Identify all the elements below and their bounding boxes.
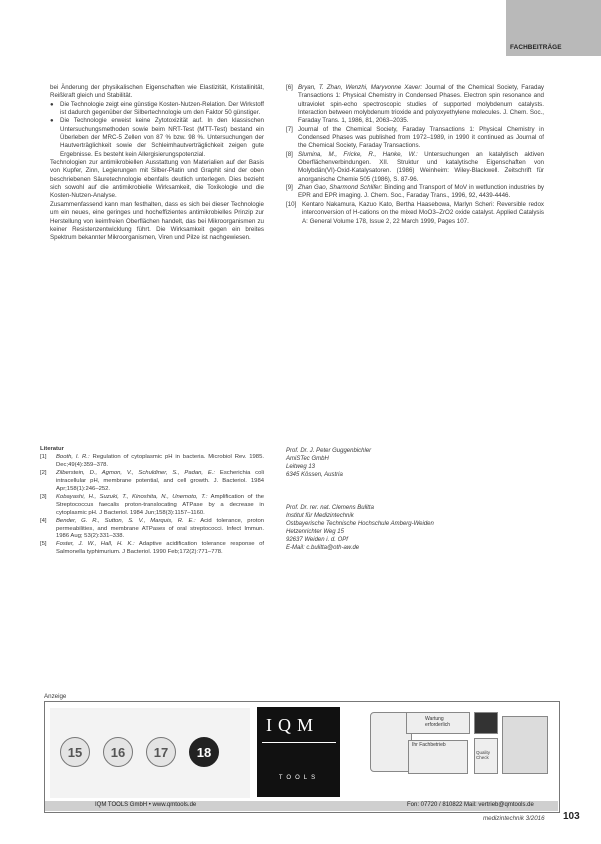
lead-text: bei Änderung der physikalischen Eigenschaften wie Elastizität, Kristallinität, Reißkraft gleich und Stabilität. bbox=[50, 84, 264, 100]
reference-number: [4] bbox=[40, 517, 47, 524]
author-line: Hetzenrichter Weg 15 bbox=[286, 528, 344, 535]
reference-authors: Slumina, M., Fricke, R., Hanke, W.: bbox=[298, 150, 418, 158]
body-paragraph: Technologien zur antimikrobiellen Ausstattung von Materialien auf der Basis von Kupfer, Zinn, Legierungen mit Silber-Platin und Graphit sind der oben beschriebenen Säuretechnologie ebenfalls deutlich unterlegen. Dies bezieht sich sowohl auf die antimikrobielle Wirksamkeit, die Toxikologie und die Kosten-Nutzen-Analyse. bbox=[50, 159, 264, 200]
reference-number: [10] bbox=[286, 200, 297, 208]
author-line: 92637 Weiden i. d. OPf bbox=[286, 536, 348, 543]
author-line: AmiSTec GmbH bbox=[286, 455, 329, 462]
reference-number: [6] bbox=[286, 84, 293, 91]
bullet-item: ● Die Technologie zeigt eine günstige Kosten-Nutzen-Relation. Der Wirkstoff ist dadurch gegenüber der Silbertechnologie um den Faktor 50 günstiger. bbox=[50, 101, 264, 118]
reference-item bbox=[286, 126, 544, 151]
reference-text: Escherichia coli intracellular pH, membrane potential, and cell growth. J. Bacteriol. 1984 Apr;158(1):246–252. bbox=[56, 469, 264, 492]
body-paragraph: Zusammenfassend kann man festhalten, dass es sich bei dieser Technologie um ein neues, eine geringes und hocheffizientes antimikrobielles Prinzip zur Herstellung von keimfreien Oberflächen handelt, das bei Mikroorganismen zu keiner Resistenzentwicklung führt. Die Wirksamkeit gegen ein breites Spektrum bekannter Mikroorganismen, Viren und Pilze ist nachgewiesen. bbox=[50, 200, 264, 242]
reference-number: [1] bbox=[40, 453, 47, 460]
inspection-disc-icon: 15 bbox=[60, 737, 90, 767]
reference-item bbox=[40, 541, 264, 557]
reference-authors: Booth, I. R.: bbox=[56, 453, 90, 460]
reference-text: Regulation of cytoplasmic pH in bacteria. Microbiol Rev. 1985. Dec;49(4):359–378. bbox=[56, 453, 264, 468]
left-column bbox=[50, 84, 264, 243]
stamp-text: Quality Check bbox=[476, 750, 491, 760]
reference-authors: Foster, J. W., Hall, H. K.: bbox=[56, 541, 135, 548]
reference-item bbox=[286, 201, 544, 226]
brand-divider bbox=[262, 742, 336, 743]
reference-item bbox=[286, 184, 544, 201]
reference-number: [9] bbox=[286, 184, 293, 192]
reference-text: Kentaro Nakamura, Kazuo Kato, Bertha Haasebowa, Marlyn Scheri: Reversible redox interconversion of H-cations on the mixed MoO3–ZrO2 oxide catalyst. Applied Catalysis A: General Volume 178, Issue 2, 22 March 1999, Pages 107. bbox=[302, 200, 544, 225]
reference-number: [7] bbox=[286, 125, 293, 133]
reference-text: Acid tolerance, proton permeabilities, and membrane ATPases of oral streptococci. Infect Immun. 1986 Aug; 53(2):331–338. bbox=[56, 517, 265, 540]
reference-text: Journal of the Chemical Society, Faraday Transactions 1: Physical Chemistry in Condensed Phases. Electron spin resonance and ultraviolet spin-echo spectroscopic studies of supported molybdenum catalysts. Interaction between molybdenum trioxide and polyoxyethylene molecules. J. Chem. Soc., Faraday Trans. 1, 1986, 81, 2063–2035. bbox=[298, 84, 544, 125]
brand-name: IQM bbox=[266, 715, 319, 735]
reference-text: Untersuchungen an katalytisch aktiven Oberflächenverbindungen. XII. Struktur und katalytische Eigenschaften von Molybdän(VI)-Oxid-Katalysatoren. (1986) Weinheim: Wiley-Blackwell. Zeitschrift für anorganische Chemie 505 (1986), S. 87-96. bbox=[298, 150, 544, 183]
reference-authors: Zhan Gao, Sharmond Schlifer: bbox=[298, 184, 383, 192]
reference-authors: Bryan, T. Zhan, Wenzhi, Maryvonne Xaver: bbox=[298, 84, 423, 91]
label-card-title: Ihr Fachbetrieb bbox=[412, 742, 446, 748]
reference-number: [3] bbox=[40, 493, 47, 500]
reference-item bbox=[286, 84, 544, 126]
reference-authors: Bender, G. R., Sutton, S. V., Marquis, R. E.: bbox=[56, 517, 196, 524]
stamp-icon bbox=[474, 712, 498, 734]
sticker-roll-icon bbox=[502, 716, 548, 774]
issue-label: medizintechnik 3/2016 bbox=[483, 815, 545, 822]
literature-heading: Literatur bbox=[40, 446, 64, 452]
brand-subname: TOOLS bbox=[278, 775, 320, 781]
reference-item bbox=[40, 470, 264, 494]
reference-number: [2] bbox=[40, 469, 47, 476]
reference-number: [8] bbox=[286, 150, 293, 158]
reference-item bbox=[40, 494, 264, 518]
inspection-disc-icon: 16 bbox=[103, 737, 133, 767]
author-line: Institut für Medizintechnik bbox=[286, 512, 354, 519]
page-number: 103 bbox=[563, 811, 580, 822]
author-line: Leitweg 13 bbox=[286, 463, 316, 470]
author-address bbox=[286, 505, 546, 552]
reference-text: Adaptive acidification tolerance response of Salmonella typhimurium. J Bacteriol. 1990 Feb;172(2):771–778. bbox=[56, 541, 264, 556]
author-line: 6345 Kössen, Austria bbox=[286, 471, 343, 478]
reference-text: Binding and Transport of MoV in wetfunction industries by EPR and EPR imaging. J. Chem. Soc., Faraday Trans., 1996, 92, 4439-4446. bbox=[298, 184, 544, 200]
literature-section bbox=[40, 440, 264, 557]
reference-item bbox=[40, 518, 264, 542]
reference-authors: Kobayashi, H., Suzuki, T., Kinoshita, N., Unemoto, T.: bbox=[56, 493, 208, 500]
reference-item bbox=[40, 454, 264, 470]
inspection-disc-icon: 17 bbox=[146, 737, 176, 767]
ad-footer-contact: Fon: 07720 / 810822 Mail: vertrieb@qmtools.de bbox=[407, 802, 534, 808]
reference-text: Amplification of the Streptococcus faecalis proton-translocating ATPase by a decrease in cytoplasmic pH. J Bacteriol. 1984 Jun;158(3):1157–1160. bbox=[56, 493, 264, 516]
author-line: Ostbayerische Technische Hochschule Amberg-Weiden bbox=[286, 520, 434, 527]
author-name: Prof. Dr. rer. nat. Clemens Bulitta bbox=[286, 505, 374, 511]
ad-footer-company: IQM TOOLS GmbH • www.qmtools.de bbox=[95, 802, 197, 808]
reference-text: Journal of the Chemical Society, Faraday Transactions 1: Physical Chemistry in Condensed Phases was published from 1972–1989, in 1990 it continued as Journal of the Chemical Society, Faraday Transactions. bbox=[298, 125, 544, 150]
bullet-item: ● Die Technologie erweist keine Zytotoxizität auf. In den klassischen Untersuchungsmethoden sowie beim NRT-Test (MTT-Test) bestand ein Überleben der MRC-5 Zellen von 87 % bzw. 98 %. Untersuchungen der Hautverträglichkeit sowie der Schleimhautverträglichkeit zeigen gute Ergebnisse. Es besteht kein Allergisierungspotenzial. bbox=[50, 117, 264, 159]
reference-authors: Zilberstein, D., Agmon, V., Schuldiner, S., Padan, E.: bbox=[56, 469, 216, 476]
reference-item bbox=[286, 151, 544, 184]
inspection-disc-icon: 18 bbox=[189, 737, 219, 767]
author-address bbox=[286, 448, 486, 480]
service-card-title: Wartung erforderlich bbox=[425, 716, 451, 728]
right-column bbox=[286, 84, 544, 226]
ad-label: Anzeige bbox=[44, 693, 67, 700]
author-email: E-Mail: c.bulitta@oth-aw.de bbox=[286, 544, 360, 551]
reference-number: [5] bbox=[40, 541, 47, 548]
author-name: Prof. Dr. J. Peter Guggenbichler bbox=[286, 448, 372, 454]
section-label: FACHBEITRÄGE bbox=[510, 44, 562, 51]
